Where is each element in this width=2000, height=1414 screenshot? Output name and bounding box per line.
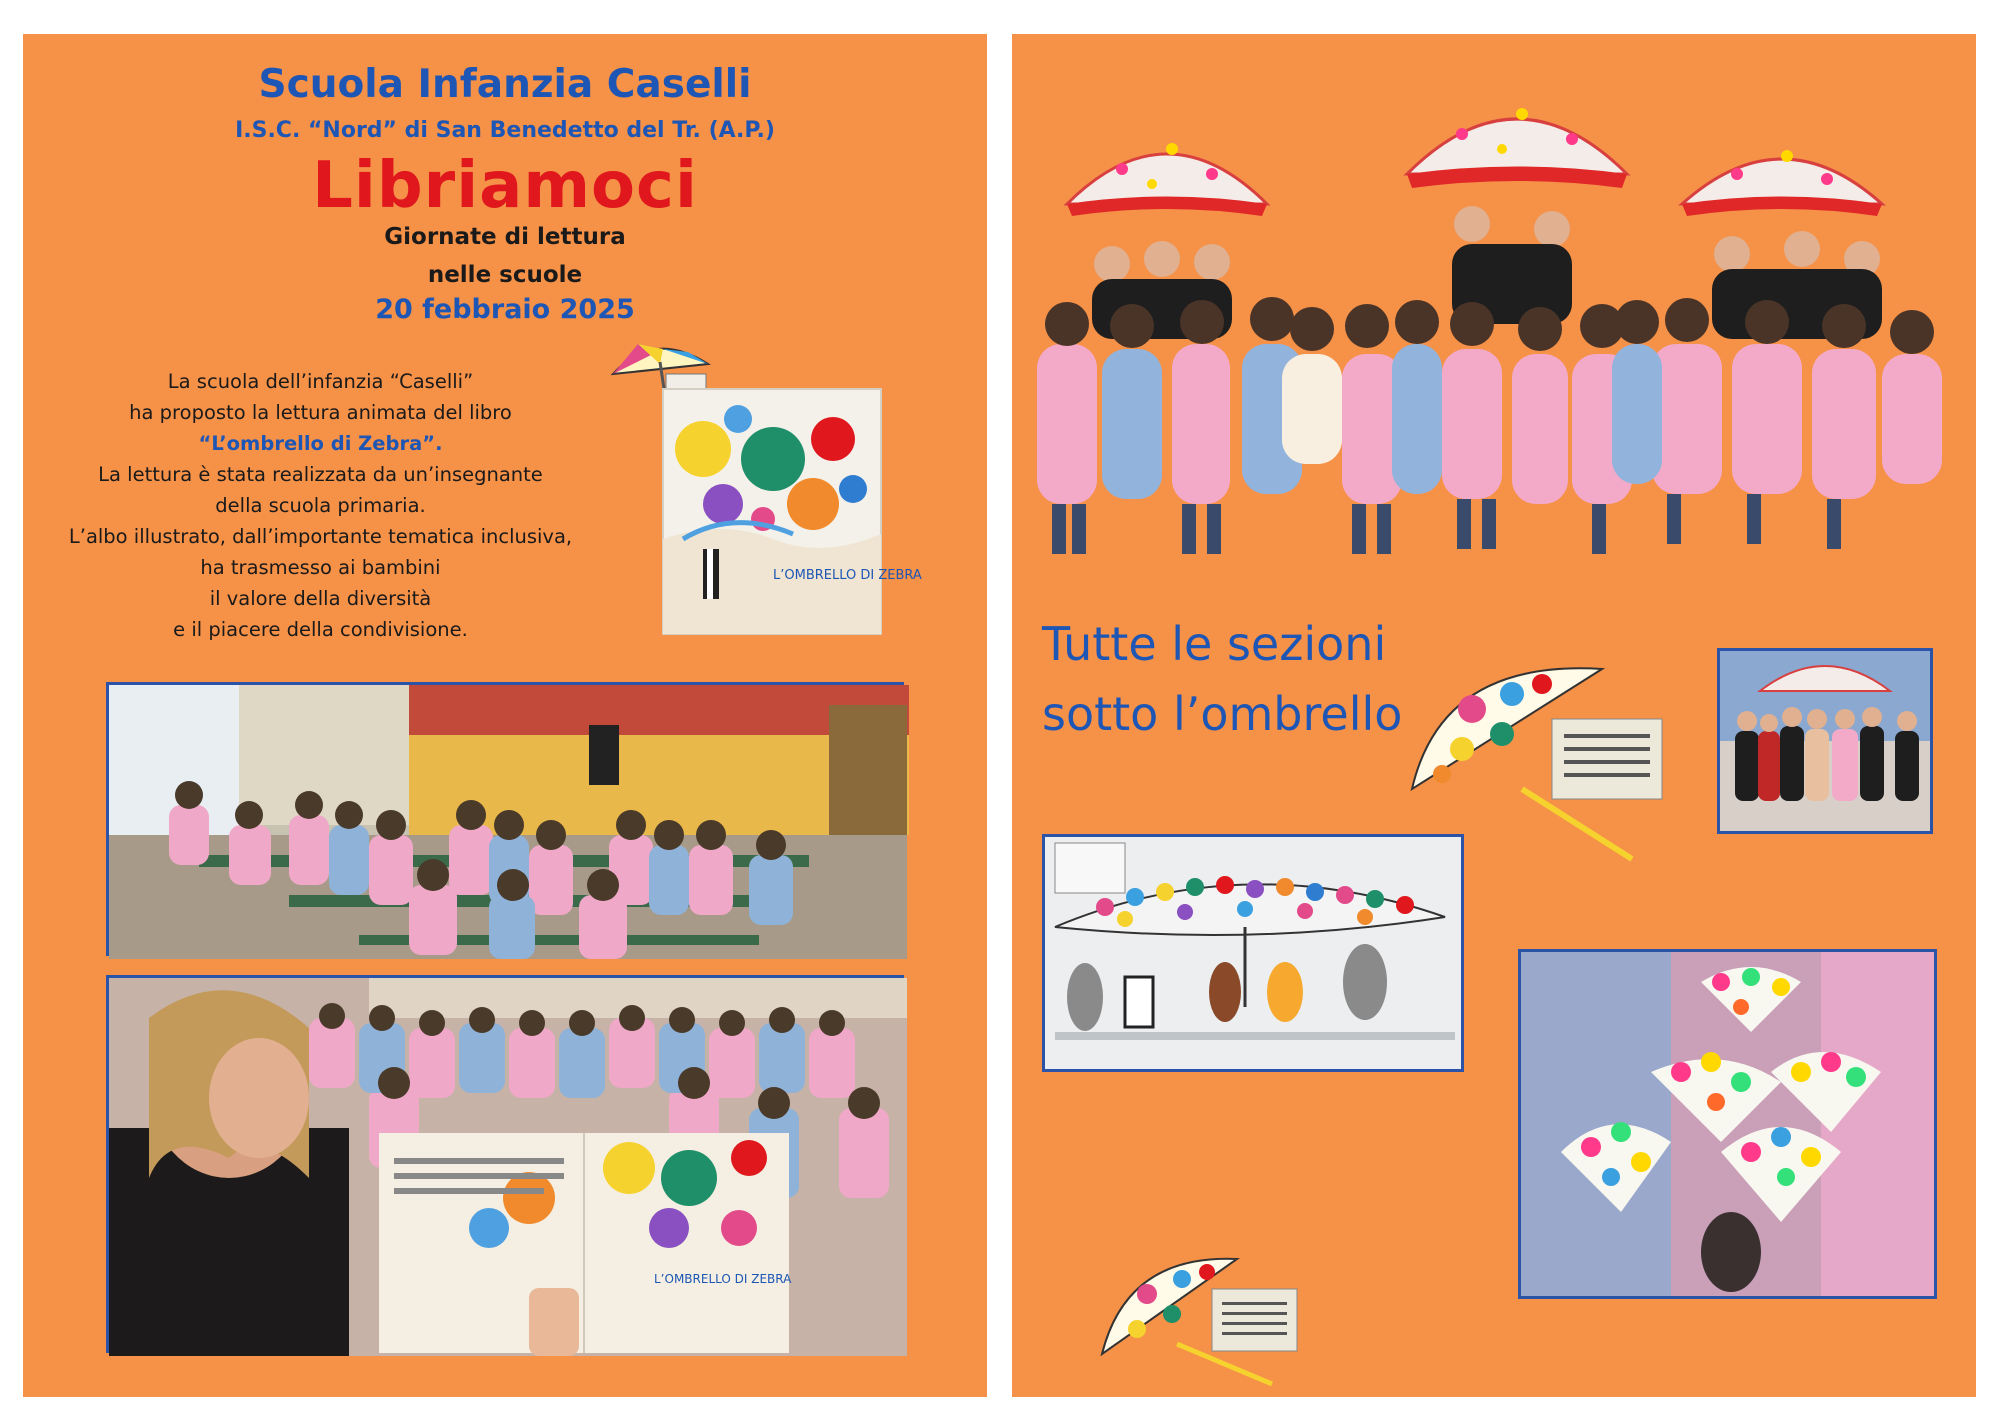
classroom-photo-audience <box>106 682 904 956</box>
paper-umbrellas-craft-photo <box>1518 949 1937 1299</box>
children-drawing-image <box>1045 837 1461 1069</box>
description-line: e il piacere della condivisione. <box>173 618 468 641</box>
description-line: ha proposto la lettura animata del libro <box>129 401 512 424</box>
subtitle-line-1: Giornate di lettura <box>384 224 626 250</box>
heading-line-2: sotto l’ombrello <box>1042 687 1403 741</box>
description-line: il valore della diversità <box>209 587 432 610</box>
paper-umbrellas-craft-image <box>1521 952 1934 1296</box>
section-heading <box>1042 609 1402 749</box>
description-line: La scuola dell’infanzia “Caselli” <box>167 370 474 393</box>
event-date: 20 febbraio 2025 <box>375 294 635 325</box>
book-title-highlight: “L’ombrello di Zebra”. <box>198 432 443 455</box>
institute-name: I.S.C. “Nord” di San Benedetto del Tr. (A.P.) <box>235 118 775 143</box>
right-page <box>1012 34 1976 1397</box>
description-line: L’albo illustrato, dall’importante tematica inclusiva, <box>68 525 573 548</box>
description-text <box>43 366 598 645</box>
children-drawing-photo <box>1042 834 1464 1072</box>
left-page <box>23 34 987 1397</box>
umbrella-icon <box>1682 150 1882 216</box>
open-book-title: L’OMBRELLO DI ZEBRA <box>654 1272 792 1286</box>
description-line: La lettura è stata realizzata da un’insegnante <box>98 463 543 486</box>
book-cover-title: L’OMBRELLO DI ZEBRA <box>773 568 922 583</box>
school-name: Scuola Infanzia Caselli <box>258 62 752 107</box>
classroom-audience-image <box>109 685 907 959</box>
teacher-reading-photo <box>106 975 904 1353</box>
umbrella-group-photo <box>1012 64 1976 594</box>
umbrella-icon <box>1067 143 1267 216</box>
small-paper-umbrella-image <box>1097 1244 1347 1394</box>
teachers-umbrella-image <box>1720 651 1930 831</box>
book-cover-image <box>663 389 922 634</box>
description-line: della scuola primaria. <box>215 494 426 517</box>
subtitle-line-2: nelle scuole <box>427 262 583 288</box>
project-title: Libriamoci <box>312 149 698 223</box>
teacher-reading-image <box>109 978 907 1356</box>
heading-line-1: Tutte le sezioni <box>1042 617 1387 671</box>
description-line: ha trasmesso ai bambini <box>200 556 441 579</box>
umbrella-icon <box>1407 108 1627 188</box>
teachers-umbrella-photo <box>1717 648 1933 834</box>
